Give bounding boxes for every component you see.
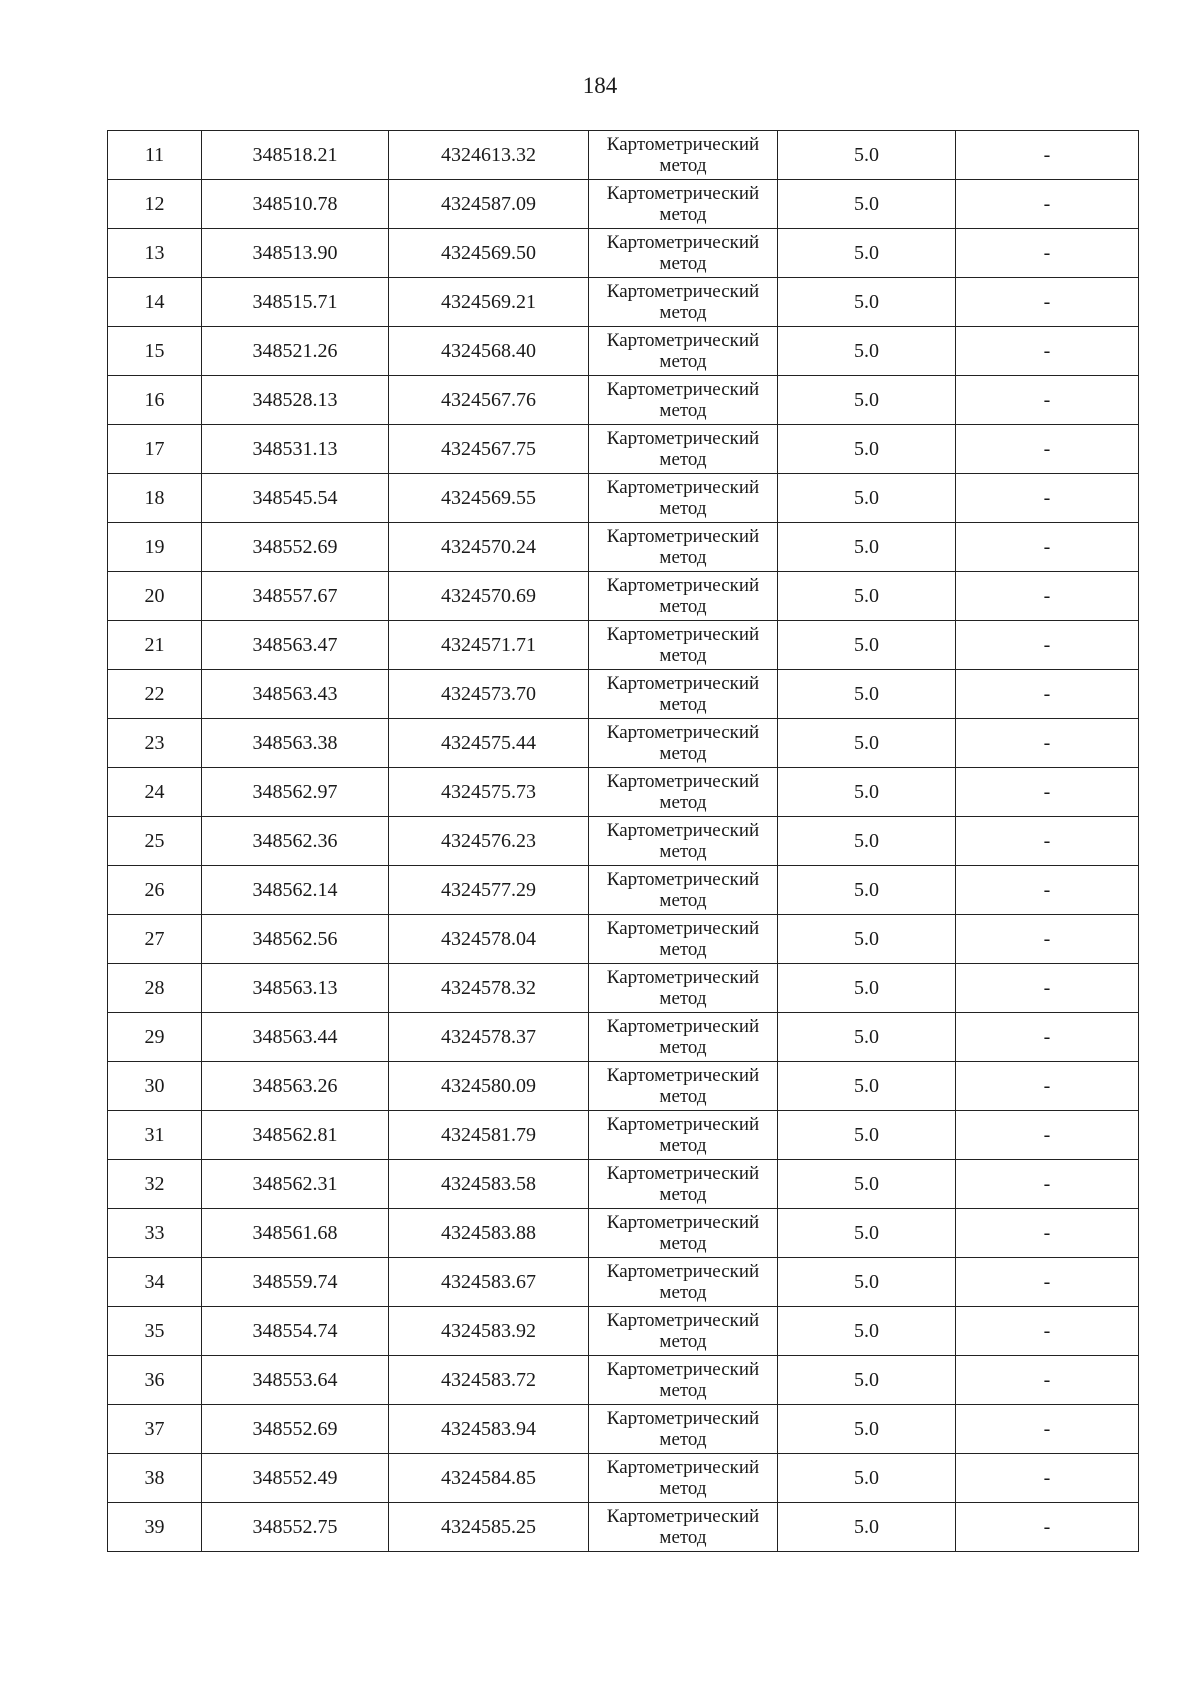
- x-coordinate-cell: 348562.56: [202, 915, 389, 964]
- note-cell: -: [956, 1062, 1139, 1111]
- y-coordinate-cell: 4324584.85: [389, 1454, 589, 1503]
- y-coordinate-cell: 4324576.23: [389, 817, 589, 866]
- point-number-cell: 39: [108, 1503, 202, 1552]
- accuracy-cell: 5.0: [778, 523, 956, 572]
- page-number: 184: [582, 73, 618, 98]
- method-line-2: метод: [659, 1478, 707, 1499]
- note-cell: -: [956, 1356, 1139, 1405]
- table-row: [108, 425, 1139, 474]
- method-cell: [589, 719, 778, 768]
- point-number-cell: 19: [108, 523, 202, 572]
- method-line-1: Картометрический: [606, 1359, 760, 1380]
- method-cell: [589, 915, 778, 964]
- table-row: [108, 670, 1139, 719]
- y-coordinate-cell: 4324580.09: [389, 1062, 589, 1111]
- point-number-cell: 31: [108, 1111, 202, 1160]
- accuracy-cell: 5.0: [778, 915, 956, 964]
- x-coordinate-cell: 348557.67: [202, 572, 389, 621]
- x-coordinate-cell: 348559.74: [202, 1258, 389, 1307]
- x-coordinate-cell: 348562.97: [202, 768, 389, 817]
- method-line-1: Картометрический: [606, 575, 760, 596]
- accuracy-cell: 5.0: [778, 425, 956, 474]
- x-coordinate-cell: 348552.69: [202, 523, 389, 572]
- accuracy-cell: 5.0: [778, 1111, 956, 1160]
- note-cell: -: [956, 523, 1139, 572]
- method-line-2: метод: [659, 1331, 707, 1352]
- y-coordinate-cell: 4324569.50: [389, 229, 589, 278]
- table-row: [108, 1062, 1139, 1111]
- method-line-2: метод: [659, 841, 707, 862]
- method-cell: [589, 425, 778, 474]
- method-line-2: метод: [659, 1282, 707, 1303]
- accuracy-cell: 5.0: [778, 1454, 956, 1503]
- y-coordinate-cell: 4324581.79: [389, 1111, 589, 1160]
- point-number-cell: 15: [108, 327, 202, 376]
- note-cell: -: [956, 866, 1139, 915]
- method-cell: [589, 474, 778, 523]
- point-number-cell: 13: [108, 229, 202, 278]
- table-row: [108, 278, 1139, 327]
- accuracy-cell: 5.0: [778, 278, 956, 327]
- y-coordinate-cell: 4324578.04: [389, 915, 589, 964]
- note-cell: -: [956, 425, 1139, 474]
- table-row: [108, 1209, 1139, 1258]
- x-coordinate-cell: 348528.13: [202, 376, 389, 425]
- accuracy-cell: 5.0: [778, 131, 956, 180]
- note-cell: -: [956, 1160, 1139, 1209]
- accuracy-cell: 5.0: [778, 474, 956, 523]
- x-coordinate-cell: 348562.14: [202, 866, 389, 915]
- method-line-2: метод: [659, 449, 707, 470]
- method-line-2: метод: [659, 694, 707, 715]
- method-line-2: метод: [659, 792, 707, 813]
- method-line-2: метод: [659, 400, 707, 421]
- note-cell: -: [956, 817, 1139, 866]
- accuracy-cell: 5.0: [778, 1160, 956, 1209]
- method-line-2: метод: [659, 1086, 707, 1107]
- point-number-cell: 34: [108, 1258, 202, 1307]
- method-line-2: метод: [659, 743, 707, 764]
- point-number-cell: 24: [108, 768, 202, 817]
- method-line-2: метод: [659, 1037, 707, 1058]
- table-row: [108, 817, 1139, 866]
- method-cell: [589, 1111, 778, 1160]
- x-coordinate-cell: 348563.38: [202, 719, 389, 768]
- point-number-cell: 28: [108, 964, 202, 1013]
- point-number-cell: 36: [108, 1356, 202, 1405]
- point-number-cell: 18: [108, 474, 202, 523]
- note-cell: -: [956, 131, 1139, 180]
- table-row: [108, 131, 1139, 180]
- method-line-1: Картометрический: [606, 1261, 760, 1282]
- method-line-2: метод: [659, 1527, 707, 1548]
- method-line-2: метод: [659, 1380, 707, 1401]
- point-number-cell: 35: [108, 1307, 202, 1356]
- method-cell: [589, 327, 778, 376]
- point-number-cell: 29: [108, 1013, 202, 1062]
- method-cell: [589, 1209, 778, 1258]
- method-cell: [589, 1013, 778, 1062]
- point-number-cell: 23: [108, 719, 202, 768]
- method-cell: [589, 768, 778, 817]
- x-coordinate-cell: 348563.13: [202, 964, 389, 1013]
- x-coordinate-cell: 348553.64: [202, 1356, 389, 1405]
- method-line-1: Картометрический: [606, 722, 760, 743]
- x-coordinate-cell: 348554.74: [202, 1307, 389, 1356]
- point-number-cell: 32: [108, 1160, 202, 1209]
- method-line-1: Картометрический: [606, 869, 760, 890]
- method-line-1: Картометрический: [606, 1310, 760, 1331]
- method-line-1: Картометрический: [606, 673, 760, 694]
- method-cell: [589, 1062, 778, 1111]
- accuracy-cell: 5.0: [778, 572, 956, 621]
- table-row: [108, 1405, 1139, 1454]
- table-row: [108, 474, 1139, 523]
- note-cell: -: [956, 768, 1139, 817]
- accuracy-cell: 5.0: [778, 1503, 956, 1552]
- method-line-1: Картометрический: [606, 526, 760, 547]
- note-cell: -: [956, 327, 1139, 376]
- y-coordinate-cell: 4324583.67: [389, 1258, 589, 1307]
- table-row: [108, 1258, 1139, 1307]
- method-cell: [589, 131, 778, 180]
- method-line-2: метод: [659, 645, 707, 666]
- point-number-cell: 27: [108, 915, 202, 964]
- x-coordinate-cell: 348552.69: [202, 1405, 389, 1454]
- accuracy-cell: 5.0: [778, 1307, 956, 1356]
- method-cell: [589, 1307, 778, 1356]
- method-line-1: Картометрический: [606, 820, 760, 841]
- method-line-2: метод: [659, 1135, 707, 1156]
- point-number-cell: 37: [108, 1405, 202, 1454]
- table-row: [108, 1160, 1139, 1209]
- method-line-1: Картометрический: [606, 428, 760, 449]
- accuracy-cell: 5.0: [778, 768, 956, 817]
- note-cell: -: [956, 1111, 1139, 1160]
- x-coordinate-cell: 348521.26: [202, 327, 389, 376]
- point-number-cell: 38: [108, 1454, 202, 1503]
- table-row: [108, 1356, 1139, 1405]
- method-cell: [589, 621, 778, 670]
- x-coordinate-cell: 348531.13: [202, 425, 389, 474]
- method-line-1: Картометрический: [606, 918, 760, 939]
- table-row: [108, 621, 1139, 670]
- method-line-1: Картометрический: [606, 134, 760, 155]
- accuracy-cell: 5.0: [778, 1062, 956, 1111]
- x-coordinate-cell: 348563.26: [202, 1062, 389, 1111]
- point-number-cell: 17: [108, 425, 202, 474]
- y-coordinate-cell: 4324583.94: [389, 1405, 589, 1454]
- point-number-cell: 30: [108, 1062, 202, 1111]
- note-cell: -: [956, 572, 1139, 621]
- accuracy-cell: 5.0: [778, 376, 956, 425]
- method-line-1: Картометрический: [606, 1065, 760, 1086]
- y-coordinate-cell: 4324575.44: [389, 719, 589, 768]
- note-cell: -: [956, 474, 1139, 523]
- point-number-cell: 12: [108, 180, 202, 229]
- table-row: [108, 1454, 1139, 1503]
- x-coordinate-cell: 348563.44: [202, 1013, 389, 1062]
- note-cell: -: [956, 1503, 1139, 1552]
- method-line-2: метод: [659, 988, 707, 1009]
- note-cell: -: [956, 1209, 1139, 1258]
- accuracy-cell: 5.0: [778, 670, 956, 719]
- method-cell: [589, 229, 778, 278]
- method-line-1: Картометрический: [606, 1212, 760, 1233]
- note-cell: -: [956, 1454, 1139, 1503]
- accuracy-cell: 5.0: [778, 964, 956, 1013]
- method-line-2: метод: [659, 302, 707, 323]
- note-cell: -: [956, 1258, 1139, 1307]
- note-cell: -: [956, 278, 1139, 327]
- y-coordinate-cell: 4324583.88: [389, 1209, 589, 1258]
- point-number-cell: 33: [108, 1209, 202, 1258]
- y-coordinate-cell: 4324573.70: [389, 670, 589, 719]
- method-line-2: метод: [659, 204, 707, 225]
- point-number-cell: 11: [108, 131, 202, 180]
- table-row: [108, 1503, 1139, 1552]
- method-cell: [589, 572, 778, 621]
- note-cell: -: [956, 229, 1139, 278]
- y-coordinate-cell: 4324567.76: [389, 376, 589, 425]
- x-coordinate-cell: 348562.31: [202, 1160, 389, 1209]
- y-coordinate-cell: 4324568.40: [389, 327, 589, 376]
- point-number-cell: 14: [108, 278, 202, 327]
- x-coordinate-cell: 348515.71: [202, 278, 389, 327]
- point-number-cell: 16: [108, 376, 202, 425]
- note-cell: -: [956, 1405, 1139, 1454]
- method-cell: [589, 1454, 778, 1503]
- method-line-1: Картометрический: [606, 1506, 760, 1527]
- y-coordinate-cell: 4324578.37: [389, 1013, 589, 1062]
- coordinates-table: [107, 130, 1139, 1552]
- y-coordinate-cell: 4324583.58: [389, 1160, 589, 1209]
- method-line-1: Картометрический: [606, 183, 760, 204]
- method-cell: [589, 180, 778, 229]
- method-cell: [589, 376, 778, 425]
- accuracy-cell: 5.0: [778, 1258, 956, 1307]
- x-coordinate-cell: 348561.68: [202, 1209, 389, 1258]
- y-coordinate-cell: 4324577.29: [389, 866, 589, 915]
- note-cell: -: [956, 1307, 1139, 1356]
- table-row: [108, 964, 1139, 1013]
- accuracy-cell: 5.0: [778, 621, 956, 670]
- accuracy-cell: 5.0: [778, 866, 956, 915]
- method-line-1: Картометрический: [606, 232, 760, 253]
- method-line-1: Картометрический: [606, 1016, 760, 1037]
- note-cell: -: [956, 180, 1139, 229]
- x-coordinate-cell: 348513.90: [202, 229, 389, 278]
- point-number-cell: 26: [108, 866, 202, 915]
- table-row: [108, 1307, 1139, 1356]
- x-coordinate-cell: 348552.75: [202, 1503, 389, 1552]
- accuracy-cell: 5.0: [778, 817, 956, 866]
- note-cell: -: [956, 621, 1139, 670]
- table-row: [108, 915, 1139, 964]
- table-row: [108, 327, 1139, 376]
- y-coordinate-cell: 4324569.21: [389, 278, 589, 327]
- x-coordinate-cell: 348510.78: [202, 180, 389, 229]
- point-number-cell: 20: [108, 572, 202, 621]
- method-line-1: Картометрический: [606, 1114, 760, 1135]
- method-line-2: метод: [659, 1233, 707, 1254]
- method-line-1: Картометрический: [606, 624, 760, 645]
- method-line-2: метод: [659, 1184, 707, 1205]
- method-line-1: Картометрический: [606, 379, 760, 400]
- method-cell: [589, 866, 778, 915]
- x-coordinate-cell: 348518.21: [202, 131, 389, 180]
- method-cell: [589, 1405, 778, 1454]
- table-row: [108, 229, 1139, 278]
- method-line-1: Картометрический: [606, 1163, 760, 1184]
- y-coordinate-cell: 4324570.69: [389, 572, 589, 621]
- y-coordinate-cell: 4324575.73: [389, 768, 589, 817]
- note-cell: -: [956, 964, 1139, 1013]
- accuracy-cell: 5.0: [778, 180, 956, 229]
- table-row: [108, 1111, 1139, 1160]
- y-coordinate-cell: 4324613.32: [389, 131, 589, 180]
- note-cell: -: [956, 1013, 1139, 1062]
- note-cell: -: [956, 376, 1139, 425]
- accuracy-cell: 5.0: [778, 229, 956, 278]
- table-row: [108, 572, 1139, 621]
- method-line-1: Картометрический: [606, 477, 760, 498]
- method-cell: [589, 817, 778, 866]
- method-cell: [589, 1160, 778, 1209]
- table-row: [108, 768, 1139, 817]
- method-line-2: метод: [659, 155, 707, 176]
- method-line-2: метод: [659, 253, 707, 274]
- x-coordinate-cell: 348563.47: [202, 621, 389, 670]
- accuracy-cell: 5.0: [778, 1013, 956, 1062]
- method-line-1: Картометрический: [606, 330, 760, 351]
- method-cell: [589, 670, 778, 719]
- method-line-2: метод: [659, 547, 707, 568]
- method-cell: [589, 1503, 778, 1552]
- method-line-2: метод: [659, 890, 707, 911]
- table-row: [108, 523, 1139, 572]
- method-cell: [589, 278, 778, 327]
- note-cell: -: [956, 719, 1139, 768]
- method-line-2: метод: [659, 596, 707, 617]
- note-cell: -: [956, 915, 1139, 964]
- y-coordinate-cell: 4324583.92: [389, 1307, 589, 1356]
- x-coordinate-cell: 348545.54: [202, 474, 389, 523]
- method-line-2: метод: [659, 1429, 707, 1450]
- table-row: [108, 376, 1139, 425]
- accuracy-cell: 5.0: [778, 327, 956, 376]
- accuracy-cell: 5.0: [778, 1405, 956, 1454]
- method-cell: [589, 1356, 778, 1405]
- method-line-1: Картометрический: [606, 771, 760, 792]
- method-line-1: Картометрический: [606, 1457, 760, 1478]
- method-line-1: Картометрический: [606, 281, 760, 302]
- point-number-cell: 22: [108, 670, 202, 719]
- method-line-2: метод: [659, 351, 707, 372]
- accuracy-cell: 5.0: [778, 1356, 956, 1405]
- x-coordinate-cell: 348552.49: [202, 1454, 389, 1503]
- method-line-2: метод: [659, 498, 707, 519]
- method-line-1: Картометрический: [606, 967, 760, 988]
- point-number-cell: 25: [108, 817, 202, 866]
- y-coordinate-cell: 4324578.32: [389, 964, 589, 1013]
- y-coordinate-cell: 4324570.24: [389, 523, 589, 572]
- accuracy-cell: 5.0: [778, 1209, 956, 1258]
- x-coordinate-cell: 348562.36: [202, 817, 389, 866]
- y-coordinate-cell: 4324569.55: [389, 474, 589, 523]
- coordinates-table-body: [108, 131, 1139, 1552]
- table-row: [108, 180, 1139, 229]
- method-line-1: Картометрический: [606, 1408, 760, 1429]
- y-coordinate-cell: 4324567.75: [389, 425, 589, 474]
- method-line-2: метод: [659, 939, 707, 960]
- point-number-cell: 21: [108, 621, 202, 670]
- method-cell: [589, 1258, 778, 1307]
- y-coordinate-cell: 4324583.72: [389, 1356, 589, 1405]
- accuracy-cell: 5.0: [778, 719, 956, 768]
- x-coordinate-cell: 348563.43: [202, 670, 389, 719]
- method-cell: [589, 523, 778, 572]
- y-coordinate-cell: 4324571.71: [389, 621, 589, 670]
- table-row: [108, 866, 1139, 915]
- table-row: [108, 1013, 1139, 1062]
- table-row: [108, 719, 1139, 768]
- method-cell: [589, 964, 778, 1013]
- x-coordinate-cell: 348562.81: [202, 1111, 389, 1160]
- y-coordinate-cell: 4324585.25: [389, 1503, 589, 1552]
- note-cell: -: [956, 670, 1139, 719]
- y-coordinate-cell: 4324587.09: [389, 180, 589, 229]
